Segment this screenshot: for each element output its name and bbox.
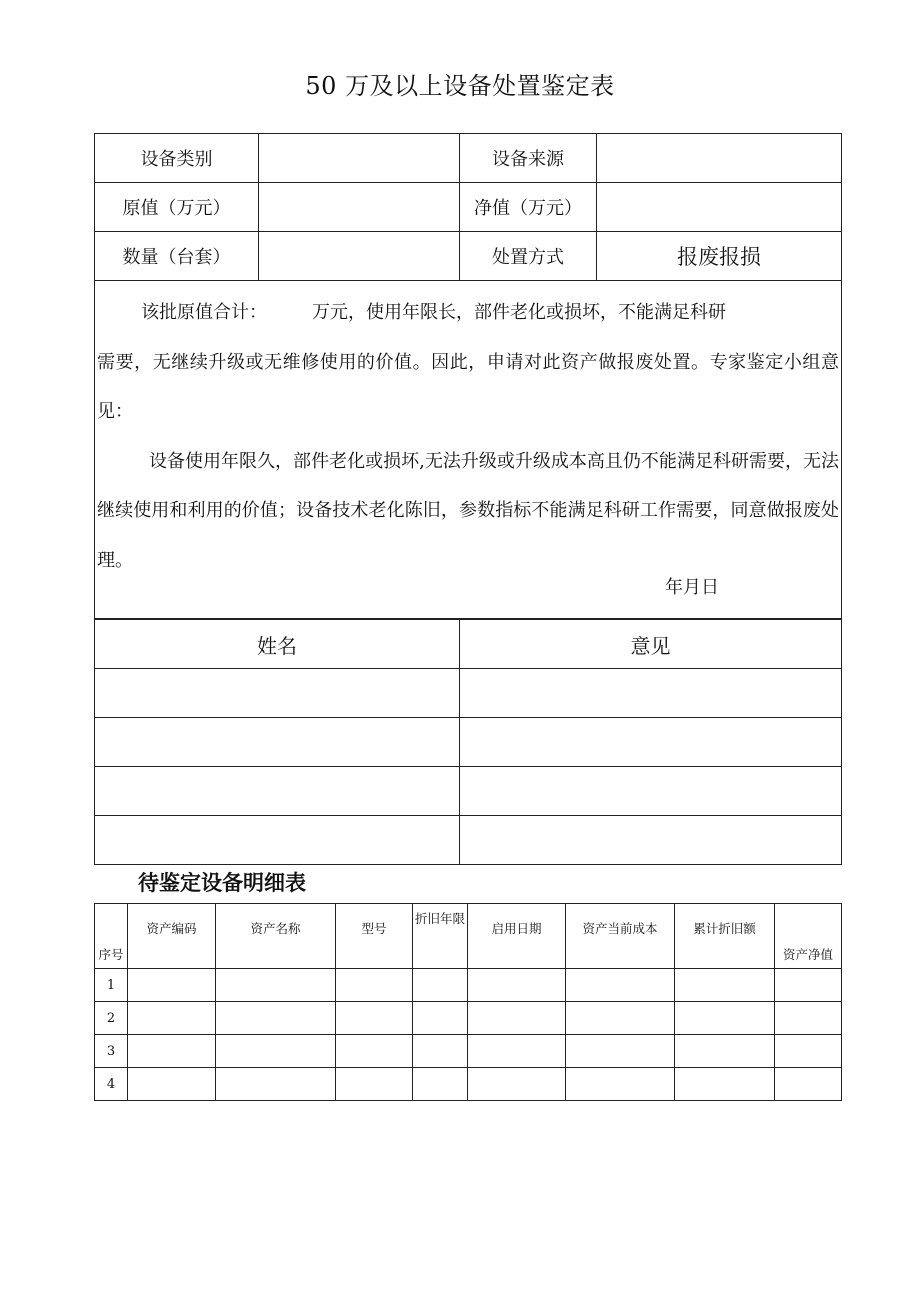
appraisal-form [94,133,842,619]
expert-opinion-field[interactable] [460,669,842,718]
header-start-date: 启用日期 [468,904,566,969]
opinion-header: 意见 [460,620,842,669]
expert-opinion-field[interactable] [460,816,842,865]
expert-name-field[interactable] [95,669,460,718]
cell[interactable] [336,1068,413,1101]
table-row [95,1035,842,1068]
page-title: 50 万及以上设备处置鉴定表 [305,72,615,100]
cell[interactable] [216,1002,336,1035]
cell[interactable] [336,1002,413,1035]
expert-name-field[interactable] [95,767,460,816]
disposal-method-label: 处置方式 [460,232,597,281]
detail-table-title: 待鉴定设备明细表 [138,871,306,895]
cell[interactable] [675,1035,775,1068]
cell[interactable] [675,1068,775,1101]
name-header: 姓名 [95,620,460,669]
cell[interactable] [216,1035,336,1068]
source-label: 设备来源 [460,134,597,183]
cell[interactable] [468,1035,566,1068]
cell[interactable] [216,969,336,1002]
header-net-value: 资产净值 [775,904,842,969]
header-asset-name: 资产名称 [216,904,336,969]
header-depreciation-years: 折旧年限 [413,904,468,969]
cell[interactable] [566,1002,675,1035]
cell[interactable] [336,1035,413,1068]
expert-table [94,619,842,865]
expert-header-row [95,620,842,669]
cell[interactable] [775,1035,842,1068]
expert-row [95,767,842,816]
cell[interactable] [413,1068,468,1101]
cell[interactable] [413,969,468,1002]
expert-row [95,669,842,718]
original-value-field[interactable] [259,183,460,232]
cell[interactable] [468,1068,566,1101]
net-value-label: 净值（万元） [460,183,597,232]
cell[interactable] [413,1035,468,1068]
header-accumulated-depreciation: 累计折旧额 [675,904,775,969]
header-serial-no: 序号 [95,904,128,969]
row-number: 2 [95,1002,128,1035]
cell[interactable] [775,969,842,1002]
cell[interactable] [675,969,775,1002]
opinion-line-2: 需要，无继续升级或无维修使用的价值。因此，申请对此资产做报废处置。专家鉴定小组意见： [97,351,839,422]
cell[interactable] [216,1068,336,1101]
cell[interactable] [566,1068,675,1101]
cell[interactable] [128,1068,216,1101]
disposal-method-value[interactable]: 报废报损 [597,232,842,281]
expert-row [95,816,842,865]
expert-opinion-field[interactable] [460,718,842,767]
cell[interactable] [336,969,413,1002]
form-row [95,134,842,183]
table-row [95,1068,842,1101]
row-number: 1 [95,969,128,1002]
header-model: 型号 [336,904,413,969]
category-field[interactable] [259,134,460,183]
quantity-label: 数量（台套） [95,232,259,281]
expert-name-field[interactable] [95,718,460,767]
table-row [95,1002,842,1035]
header-asset-code: 资产编码 [128,904,216,969]
cell[interactable] [675,1002,775,1035]
expert-opinion-text: 设备使用年限久，部件老化或损坏,无法升级或升级成本高且仍不能满足科研需要，无法继续使用和利用的价值；设备技术老化陈旧，参数指标不能满足科研工作需要，同意做报废处理。 [97,450,839,571]
net-value-field[interactable] [597,183,842,232]
form-row [95,183,842,232]
expert-opinion-field[interactable] [460,767,842,816]
quantity-field[interactable] [259,232,460,281]
cell[interactable] [468,1002,566,1035]
form-row [95,232,842,281]
detail-header-row [95,904,842,969]
cell[interactable] [468,969,566,1002]
header-current-cost: 资产当前成本 [566,904,675,969]
row-number: 4 [95,1068,128,1101]
cell[interactable] [413,1002,468,1035]
date-label: 年月日 [665,577,719,598]
cell[interactable] [566,1035,675,1068]
cell[interactable] [566,969,675,1002]
category-label: 设备类别 [95,134,259,183]
opinion-cell [95,281,842,619]
opinion-row [95,281,842,619]
cell[interactable] [128,1002,216,1035]
source-field[interactable] [597,134,842,183]
expert-row [95,718,842,767]
expert-name-field[interactable] [95,816,460,865]
original-value-label: 原值（万元） [95,183,259,232]
row-number: 3 [95,1035,128,1068]
table-row [95,969,842,1002]
equipment-detail-table [94,903,842,1101]
opinion-line-1: 该批原值合计： 万元，使用年限长，部件老化或损坏，不能满足科研 [141,302,726,323]
cell[interactable] [128,1035,216,1068]
cell[interactable] [775,1068,842,1101]
cell[interactable] [775,1002,842,1035]
cell[interactable] [128,969,216,1002]
